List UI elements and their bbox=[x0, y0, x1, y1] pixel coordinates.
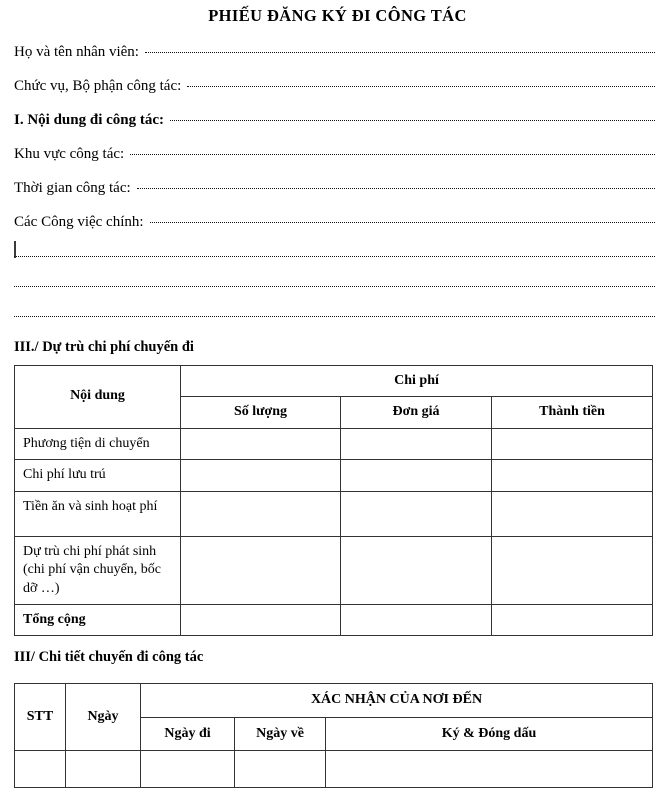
page-title: PHIẾU ĐĂNG KÝ ĐI CÔNG TÁC bbox=[208, 6, 467, 25]
header-cell-ngay: Ngày bbox=[66, 684, 141, 751]
row-label-phuong-tien: Phương tiện di chuyển bbox=[15, 428, 181, 459]
header-cell-ngay-di: Ngày đi bbox=[141, 717, 235, 750]
header-cell-so-luong: Số lượng bbox=[181, 397, 341, 428]
blank-dotted-line-3[interactable] bbox=[14, 307, 655, 320]
field-label: I. Nội dung đi công tác: bbox=[14, 111, 165, 128]
section-heading-cost: III./ Dự trù chi phí chuyến đi bbox=[14, 338, 194, 355]
dotted-fill-line[interactable] bbox=[150, 213, 655, 226]
blank-dotted-line-1[interactable] bbox=[14, 247, 655, 260]
cost-estimate-table bbox=[14, 365, 653, 637]
field-row-thoi-gian[interactable] bbox=[14, 179, 655, 196]
cell-date[interactable] bbox=[66, 751, 141, 788]
field-label: Các Công việc chính: bbox=[14, 213, 144, 230]
text-caret bbox=[14, 241, 16, 258]
header-cell-xac-nhan: XÁC NHẬN CỦA NƠI ĐẾN bbox=[141, 684, 653, 717]
cell-unit-price[interactable] bbox=[341, 605, 492, 636]
row-label-tong-cong: Tổng cộng bbox=[15, 605, 181, 636]
header-cell-chi-phi: Chi phí bbox=[181, 365, 653, 396]
field-row-khu-vuc[interactable] bbox=[14, 145, 655, 162]
cell-amount[interactable] bbox=[492, 491, 653, 536]
dotted-fill-line[interactable] bbox=[145, 43, 655, 56]
document-page bbox=[0, 6, 669, 806]
form-fields-group bbox=[14, 43, 655, 230]
table-row bbox=[15, 491, 653, 536]
field-row-chuc-vu[interactable] bbox=[14, 77, 655, 94]
field-label: Họ và tên nhân viên: bbox=[14, 43, 139, 60]
dotted-fill-line[interactable] bbox=[137, 179, 655, 192]
row-label-tien-an: Tiền ăn và sinh hoạt phí bbox=[15, 491, 181, 536]
dotted-fill-line[interactable] bbox=[130, 145, 655, 158]
table-row bbox=[15, 751, 653, 788]
table-row-total bbox=[15, 605, 653, 636]
cell-quantity[interactable] bbox=[181, 428, 341, 459]
field-row-cong-viec-chinh[interactable] bbox=[14, 213, 655, 230]
table-row bbox=[15, 460, 653, 491]
cell-return-date[interactable] bbox=[235, 751, 326, 788]
header-cell-ngay-ve: Ngày về bbox=[235, 717, 326, 750]
table-row bbox=[15, 428, 653, 459]
cell-quantity[interactable] bbox=[181, 491, 341, 536]
cell-amount[interactable] bbox=[492, 536, 653, 604]
header-cell-don-gia: Đơn giá bbox=[341, 397, 492, 428]
row-label-luu-tru: Chi phí lưu trú bbox=[15, 460, 181, 491]
field-row-noi-dung[interactable] bbox=[14, 111, 655, 128]
row-label-phat-sinh: Dự trù chi phí phát sinh (chi phí vận chuyển, bốc dỡ …) bbox=[15, 536, 181, 604]
cell-quantity[interactable] bbox=[181, 460, 341, 491]
table-header-row bbox=[15, 365, 653, 396]
section-heading-trip: III/ Chi tiết chuyến đi công tác bbox=[14, 649, 204, 666]
cell-quantity[interactable] bbox=[181, 605, 341, 636]
blank-dotted-line-2[interactable] bbox=[14, 277, 655, 290]
cell-depart-date[interactable] bbox=[141, 751, 235, 788]
blank-lines-group bbox=[14, 247, 655, 320]
field-label: Khu vực công tác: bbox=[14, 145, 125, 162]
cell-stt[interactable] bbox=[15, 751, 66, 788]
field-label: Thời gian công tác: bbox=[14, 179, 131, 196]
cell-quantity[interactable] bbox=[181, 536, 341, 604]
cell-signature[interactable] bbox=[326, 751, 653, 788]
field-row-ho-va-ten[interactable] bbox=[14, 43, 655, 60]
cell-unit-price[interactable] bbox=[341, 460, 492, 491]
trip-detail-table bbox=[14, 683, 653, 788]
dotted-fill-line[interactable] bbox=[170, 111, 655, 124]
cell-unit-price[interactable] bbox=[341, 428, 492, 459]
cell-amount[interactable] bbox=[492, 428, 653, 459]
field-label: Chức vụ, Bộ phận công tác: bbox=[14, 77, 182, 94]
cell-amount[interactable] bbox=[492, 605, 653, 636]
header-cell-ky-dong-dau: Ký & Đóng dấu bbox=[326, 717, 653, 750]
dotted-fill-line[interactable] bbox=[187, 77, 655, 90]
cell-unit-price[interactable] bbox=[341, 536, 492, 604]
table-row bbox=[15, 536, 653, 604]
cell-unit-price[interactable] bbox=[341, 491, 492, 536]
cell-amount[interactable] bbox=[492, 460, 653, 491]
header-cell-thanh-tien: Thành tiền bbox=[492, 397, 653, 428]
table-header-row bbox=[15, 684, 653, 717]
header-cell-noi-dung: Nội dung bbox=[15, 365, 181, 428]
header-cell-stt: STT bbox=[15, 684, 66, 751]
